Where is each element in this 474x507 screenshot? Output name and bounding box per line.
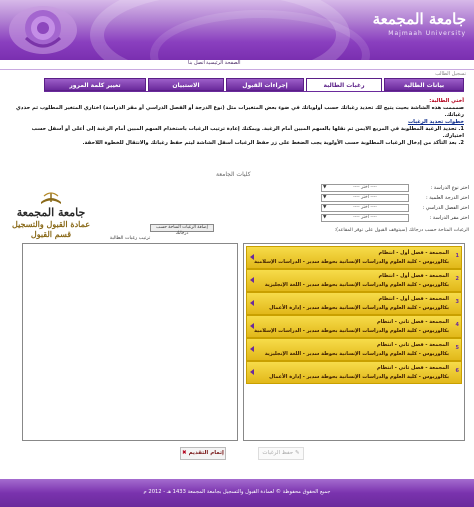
save-icon: ✎ <box>293 450 300 456</box>
move-left-arrow-icon[interactable] <box>249 369 255 375</box>
list-item[interactable] <box>246 246 462 269</box>
option-line-2: بكالوريوس - كلية العلوم والدراسات الإنسانية بحوطة سدير - الدراسات الإسلامية <box>254 328 449 334</box>
rose-icon <box>4 2 82 58</box>
option-line-2: بكالوريوس - كلية العلوم والدراسات الإنسانية بحوطة سدير - اللغة الإنجليزية <box>264 351 449 357</box>
semester-row <box>244 204 469 213</box>
list-item[interactable] <box>246 361 462 384</box>
list-item[interactable] <box>246 292 462 315</box>
tab-student-data[interactable]: بيانات الطالبة <box>384 78 464 91</box>
degree-row <box>244 194 469 203</box>
option-line-1: المجمعة - فصل ثاني - انتظام <box>376 342 449 348</box>
move-left-arrow-icon[interactable] <box>249 300 255 306</box>
tab-survey[interactable]: الاستبيان <box>148 78 224 91</box>
wishes-panel-title: ترتيب رغبات الطالبة <box>109 236 151 241</box>
option-number: 4 <box>455 322 459 328</box>
chevron-down-icon: ▼ <box>323 185 327 190</box>
option-number: 1 <box>455 253 459 259</box>
option-number: 2 <box>455 276 459 282</box>
home-link[interactable]: الصفحة الرئيسية <box>206 60 241 66</box>
dept-logo-line-3: قسم القبول <box>30 229 72 239</box>
tab-student-wishes[interactable]: رغبات الطالبة <box>306 78 382 92</box>
site-header <box>0 0 474 60</box>
option-line-1: المجمعة - فصل أول - انتظام <box>378 250 449 256</box>
instructions-steps-title: خطوات تحديد الرغبات <box>407 119 464 125</box>
option-line-2: بكالوريوس - كلية العلوم والدراسات الإنسانية بحوطة سدير - إدارة الأعمال <box>269 305 449 311</box>
tab-admission-procedures[interactable]: إجراءات القبول <box>226 78 304 91</box>
option-number: 3 <box>455 299 459 305</box>
student-tabs <box>44 78 464 91</box>
open-book-icon <box>40 190 62 206</box>
instructions-step-1: 1. تحديد الرغبة المطلوبة في المربع الايمن ثم نقلها بالسهم المبين أمام الرغبة. ويمكنك إعادة ترتيب الرغبات باستخدام السهم المبين أمام الرغبة إلى أعلى أو أسفل حسب اختيارك. <box>31 126 464 139</box>
site-footer <box>0 479 474 507</box>
dept-logo-line-1: جامعة المجمعة <box>16 206 86 219</box>
move-left-arrow-icon[interactable] <box>249 254 255 260</box>
selected-wishes-list[interactable] <box>22 243 238 441</box>
chevron-down-icon: ▼ <box>323 205 327 210</box>
chevron-down-icon: ▼ <box>323 215 327 220</box>
option-line-1: المجمعة - فصل أول - انتظام <box>378 296 449 302</box>
available-wishes-note: الرغبات المتاحة حسب درجاتك (سيتوقف القبول على توفر المقاعد): <box>334 228 469 233</box>
copyright-text: جميع الحقوق محفوظة © لعمادة القبول والتسجيل بجامعة المجمعة 1433 هـ - 2012 م <box>143 489 331 495</box>
degree-label: اختر الدرجة العلمية : <box>426 195 469 201</box>
admission-department-logo <box>6 190 96 250</box>
list-item[interactable] <box>246 338 462 361</box>
study-location-label: اختر مقر الدراسة : <box>429 215 469 221</box>
semester-value: ---- اختر ---- <box>353 205 377 210</box>
university-name-ar: جامعة المجمعة <box>372 10 466 28</box>
degree-value: ---- اختر ---- <box>353 195 377 200</box>
move-left-arrow-icon[interactable] <box>249 323 255 329</box>
breadcrumb: تسجيل الطالب <box>435 71 466 77</box>
degree-select[interactable] <box>321 194 409 202</box>
university-name-en: Majmaah University <box>388 30 466 37</box>
option-line-2: بكالوريوس - كلية العلوم والدراسات الإنسانية بحوطة سدير - اللغة الإنجليزية <box>264 282 449 288</box>
instructions-step-2: 2. بعد التأكد من إدخال الرغبات المطلوبة حسب الأولوية يجب الضغط على زر حفظ الرغبات أسفل الشاشة ليتم حفظ رغباتك والانتقال للخطوة اللاحقة. <box>82 140 464 146</box>
study-type-label: اختر نوع الدراسة : <box>430 185 469 191</box>
study-type-row <box>244 184 469 193</box>
option-line-1: المجمعة - فصل ثاني - انتظام <box>376 319 449 325</box>
option-number: 5 <box>455 345 459 351</box>
semester-label: اختر الفصل الدراسي : <box>422 205 469 211</box>
dept-logo-line-2: عمادة القبول والتسجيل <box>12 219 90 229</box>
chevron-down-icon: ▼ <box>323 195 327 200</box>
close-icon: ✖ <box>182 450 189 456</box>
option-line-2: بكالوريوس - كلية العلوم والدراسات الإنسانية بحوطة سدير - الدراسات الإسلامية <box>254 259 449 265</box>
list-item[interactable] <box>246 315 462 338</box>
option-line-1: المجمعة - فصل أول - انتظام <box>378 273 449 279</box>
instructions-intro: صمممت هذه الشاشة بحيث يتيح لك تحديد رغباتك حسب أولوياتك في ضوء بعض المتغيرات مثل (نوع الدرجة أو الفصل الدراسي أو مقر الدراسة) اختاري المتغير المطلوب ثم حددي رغباتك. <box>16 105 464 118</box>
top-links-bar <box>0 60 474 70</box>
study-location-select[interactable] <box>321 214 409 222</box>
university-logo[interactable] <box>346 10 466 50</box>
colleges-title: كليات الجامعة <box>216 171 251 178</box>
contact-link[interactable]: اتصل بنا <box>188 60 205 66</box>
study-location-value: ---- اختر ---- <box>353 215 377 220</box>
submit-application-button[interactable] <box>180 447 226 460</box>
semester-select[interactable] <box>321 204 409 212</box>
tabs-divider <box>44 91 464 92</box>
study-type-value: ---- اختر ---- <box>353 185 377 190</box>
available-wishes-list[interactable] <box>243 243 465 441</box>
list-item[interactable] <box>246 269 462 292</box>
submit-label: إتمام التقديم <box>188 450 224 456</box>
study-location-row <box>244 214 469 223</box>
save-wishes-button[interactable] <box>258 447 304 460</box>
option-line-1: المجمعة - فصل ثاني - انتظام <box>376 365 449 371</box>
instructions-greeting: أختي الطالبة: <box>429 98 464 104</box>
option-number: 6 <box>455 368 459 374</box>
study-type-select[interactable] <box>321 184 409 192</box>
save-label: حفظ الرغبات <box>262 450 294 456</box>
option-line-2: بكالوريوس - كلية العلوم والدراسات الإنسانية بحوطة سدير - إدارة الأعمال <box>269 374 449 380</box>
move-left-arrow-icon[interactable] <box>249 346 255 352</box>
tab-change-password[interactable]: تغيير كلمة المرور <box>44 78 146 91</box>
move-left-arrow-icon[interactable] <box>249 277 255 283</box>
add-available-wishes-button[interactable]: إضافة الرغبات المتاحة حسب درجاتك <box>150 224 214 232</box>
instructions-block <box>14 98 464 147</box>
